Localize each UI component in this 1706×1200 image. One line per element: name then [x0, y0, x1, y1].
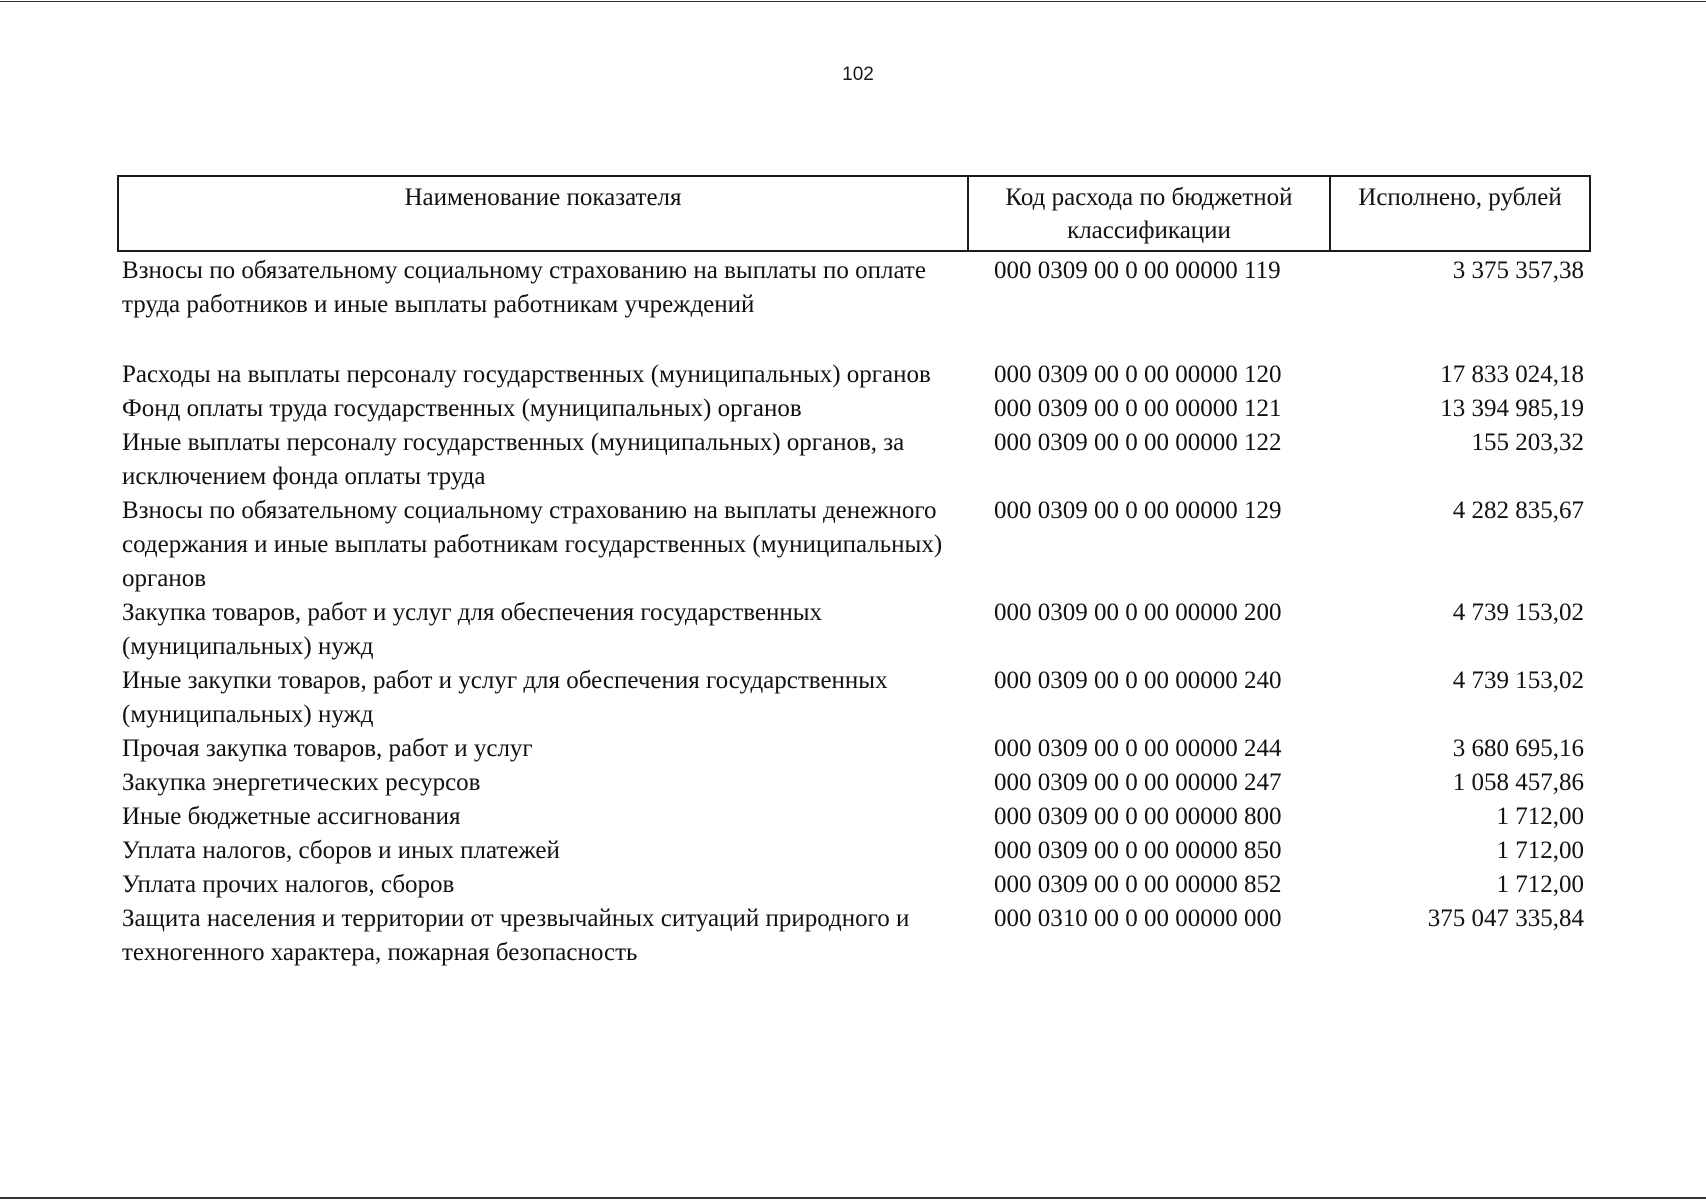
row-sum: 1 712,00	[1496, 871, 1584, 898]
table-row	[118, 251, 1590, 358]
scan-edge-top	[0, 1, 1706, 2]
table-row	[118, 392, 1590, 426]
row-sum: 4 282 835,67	[1452, 497, 1584, 524]
table-row	[118, 596, 1590, 664]
row-name: Взносы по обязательному социальному страхованию на выплаты денежного содержания и иные выплаты работникам государственных (муниципальных) органов	[122, 497, 943, 592]
table-row	[118, 800, 1590, 834]
table-row	[118, 766, 1590, 800]
row-name: Расходы на выплаты персоналу государственных (муниципальных) органов	[122, 361, 931, 388]
row-sum: 4 739 153,02	[1452, 599, 1584, 626]
row-code: 000 0309 00 0 00 00000 119	[994, 257, 1281, 284]
row-sum: 155 203,32	[1471, 429, 1584, 456]
table-body	[118, 251, 1590, 970]
row-sum: 1 712,00	[1496, 837, 1584, 864]
header-code: Код расхода по бюджетной классификации	[968, 176, 1330, 251]
row-name: Взносы по обязательному социальному страхованию на выплаты по оплате труда работников и иные выплаты работникам учреждений	[122, 257, 926, 318]
table-row	[118, 358, 1590, 392]
table-row	[118, 834, 1590, 868]
row-name: Закупка товаров, работ и услуг для обеспечения государственных (муниципальных) нужд	[122, 599, 823, 660]
row-code: 000 0309 00 0 00 00000 121	[994, 395, 1282, 422]
row-sum: 4 739 153,02	[1452, 667, 1584, 694]
row-sum: 1 712,00	[1496, 803, 1584, 830]
scan-edge-bottom	[0, 1197, 1706, 1199]
table-row	[118, 426, 1590, 494]
row-code: 000 0309 00 0 00 00000 850	[994, 837, 1282, 864]
row-sum: 375 047 335,84	[1427, 905, 1584, 932]
row-sum: 3 680 695,16	[1452, 735, 1584, 762]
row-code: 000 0309 00 0 00 00000 244	[994, 735, 1282, 762]
row-code: 000 0309 00 0 00 00000 120	[994, 361, 1282, 388]
report-table-container	[117, 175, 1589, 970]
table-row	[118, 664, 1590, 732]
table-row	[118, 902, 1590, 970]
header-name: Наименование показателя	[118, 176, 968, 251]
row-code: 000 0309 00 0 00 00000 129	[994, 497, 1282, 524]
page-number: 102	[842, 64, 874, 85]
row-code: 000 0309 00 0 00 00000 240	[994, 667, 1282, 694]
report-table	[117, 175, 1591, 970]
row-sum: 17 833 024,18	[1440, 361, 1584, 388]
row-code: 000 0310 00 0 00 00000 000	[994, 905, 1282, 932]
table-header	[118, 176, 1590, 251]
row-name: Уплата прочих налогов, сборов	[122, 871, 455, 898]
row-sum: 13 394 985,19	[1440, 395, 1584, 422]
row-name: Прочая закупка товаров, работ и услуг	[122, 735, 533, 762]
row-code: 000 0309 00 0 00 00000 852	[994, 871, 1282, 898]
row-name: Иные выплаты персоналу государственных (муниципальных) органов, за исключением фонда оплаты труда	[122, 429, 905, 490]
table-row	[118, 732, 1590, 766]
row-code: 000 0309 00 0 00 00000 122	[994, 429, 1282, 456]
header-row	[118, 176, 1590, 251]
header-sum: Исполнено, рублей	[1330, 176, 1590, 251]
row-name: Иные закупки товаров, работ и услуг для обеспечения государственных (муниципальных) нужд	[122, 667, 888, 728]
row-name: Уплата налогов, сборов и иных платежей	[122, 837, 560, 864]
row-code: 000 0309 00 0 00 00000 200	[994, 599, 1282, 626]
row-name: Иные бюджетные ассигнования	[122, 803, 461, 830]
row-name: Фонд оплаты труда государственных (муниципальных) органов	[122, 395, 802, 422]
row-code: 000 0309 00 0 00 00000 247	[994, 769, 1282, 796]
row-code: 000 0309 00 0 00 00000 800	[994, 803, 1282, 830]
table-row	[118, 494, 1590, 596]
table-row	[118, 868, 1590, 902]
row-sum: 3 375 357,38	[1452, 257, 1584, 284]
row-name: Закупка энергетических ресурсов	[122, 769, 481, 796]
row-name: Защита населения и территории от чрезвычайных ситуаций природного и техногенного характера, пожарная безопасность	[122, 905, 910, 966]
row-sum: 1 058 457,86	[1452, 769, 1584, 796]
